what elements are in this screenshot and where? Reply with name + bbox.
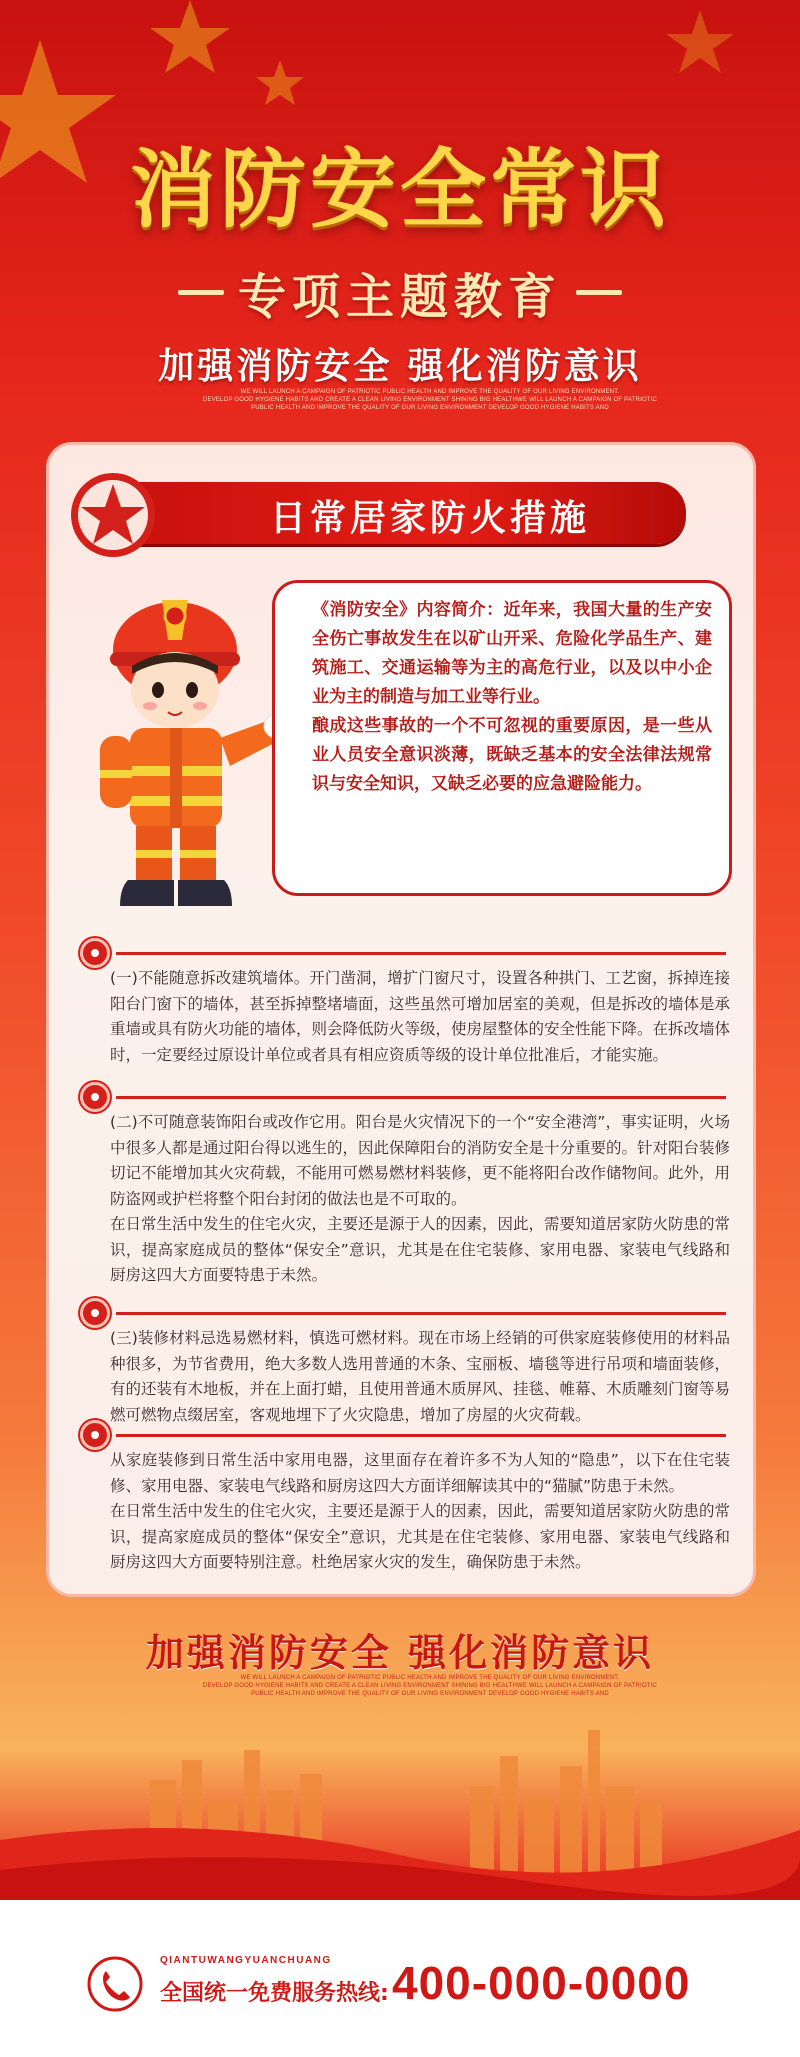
header-en-line-1: WE WILL LAUNCH A CAMPAIGN OF PATRIOTIC PUBLIC HEALTH AND IMPROVE THE QUALITY OF OUR LIVING ENVIRONMENT. bbox=[240, 389, 620, 395]
section-banner-title: 日常居家防火措施 bbox=[269, 498, 590, 539]
bullet-icon bbox=[80, 1082, 110, 1112]
bottom-en-line-2: DEVELOP GOOD HYGIENE HABITS AND CREATE A CLEAN LIVING ENVIRONMENT SHINING BIG HEALTHWE WILL LAUNCH A CAMPAIGN OF PATRIOTIC bbox=[202, 1683, 658, 1689]
header-en-line-3: PUBLIC HEALTH AND IMPROVE THE QUALITY OF OUR LIVING ENVIRONMENT DEVELOP GOOD HYGIENE HABITS AND bbox=[251, 405, 609, 411]
item-3-text: (三)装修材料忌选易燃材料，慎选可燃材料。现在市场上经销的可供家庭装修使用的材料品种很多，为节省费用，绝大多数人选用普通的木条、宝丽板、墙毯等进行吊项和墙面装修，有的还装有木地板，并在上面打蜡，且使用普通木质屏风、挂毯、帷幕、木质雕刻门窗等易燃可燃物点缀居室，客观地埋下了火灾隐患，增加了房屋的火灾荷载。 bbox=[110, 1329, 731, 1424]
phone-icon bbox=[86, 1955, 144, 2013]
subtitle-dash-right bbox=[576, 290, 622, 295]
bullet-icon bbox=[80, 1420, 110, 1450]
bottom-slogan: 加强消防安全 强化消防意识 bbox=[145, 1630, 655, 1675]
star-icon bbox=[150, 0, 230, 73]
item-4-text: 从家庭装修到日常生活中家用电器，这里面存在着许多不为人知的“隐患”，以下在住宅装修、家用电器、家装电气线路和厨房这四大方面详细解读其中的“猫腻”防患于未然。 在日常生活中发生的住宅火灾，主要还是源于人的因素，因此，需要知道居家防火防患的常识，提高家庭成员的整体“保安全”意识，尤其是在住宅装修、家用电器、家装电气线路和厨房这四大方面要特别注意。杜绝居家火灾的发生，确保防患于未然。 bbox=[110, 1451, 731, 1571]
star-icon bbox=[256, 60, 304, 105]
bottom-en-line-3: PUBLIC HEALTH AND IMPROVE THE QUALITY OF OUR LIVING ENVIRONMENT DEVELOP GOOD HYGIENE HABITS AND bbox=[251, 1691, 609, 1697]
page-title: 消防安全常识 bbox=[130, 140, 670, 240]
intro-paragraph-2: 酿成这些事故的一个不可忽视的重要原因，是一些从业人员安全意识淡薄，既缺乏基本的安全法律法规常识与安全知识，又缺乏必要的应急避险能力。 bbox=[312, 716, 712, 794]
header-en-line-2: DEVELOP GOOD HYGIENE HABITS AND CREATE A CLEAN LIVING ENVIRONMENT SHINING BIG HEALTHWE WILL LAUNCH A CAMPAIGN OF PATRIOTIC bbox=[202, 397, 658, 403]
star-icon bbox=[68, 470, 158, 560]
bullet-icon bbox=[80, 938, 110, 968]
item-1-text: (一)不能随意拆改建筑墙体。开门凿洞，增扩门窗尺寸，设置各种拱门、工艺窗，拆掉连接阳台门窗下的墙体，甚至拆掉整堵墙面，这些虽然可增加居室的美观，但是拆改的墙体是承重墙或具有防火功能的墙体，则会降低防火等级，使房屋整体的安全性能下降。在拆改墙体时，一定要经过原设计单位或者具有相应资质等级的设计单位批准后，才能实施。 bbox=[110, 969, 731, 1064]
hotline-label: 全国统一免费服务热线: bbox=[160, 1981, 389, 2006]
intro-text bbox=[312, 596, 712, 799]
intro-paragraph-1: 《消防安全》内容简介：近年来，我国大量的生产安全伤亡事故发生在以矿山开采、危险化学品生产、建筑施工、交通运输等为主的高危行业，以及以中小企业为主的制造与加工业等行业。 bbox=[312, 600, 712, 707]
bullet-icon bbox=[80, 1298, 110, 1328]
brand-name: QIANTUWANGYUANCHUANG bbox=[160, 1955, 332, 1966]
subtitle: 专项主题教育 bbox=[237, 268, 562, 325]
subtitle-dash-left bbox=[178, 290, 224, 295]
star-icon bbox=[666, 10, 734, 73]
item-2-text: (二)不可随意装饰阳台或改作它用。阳台是火灾情况下的一个“安全港湾”，事实证明，火场中很多人都是通过阳台得以逃生的，因此保障阳台的消防安全是十分重要的。针对阳台装修切记不能增加其火灾荷载，不能用可燃易燃材料装修，更不能将阳台改作储物间。此外，用防盗网或护栏将整个阳台封闭的做法也是不可取的。 在日常生活中发生的住宅火灾，主要还是源于人的因素，因此，需要知道居家防火防患的常识，提高家庭成员的整体“保安全”意识，尤其是在住宅装修、家用电器、家装电气线路和厨房这四大方面要特患于未然。 bbox=[110, 1113, 731, 1284]
bottom-en-line-1: WE WILL LAUNCH A CAMPAIGN OF PATRIOTIC PUBLIC HEALTH AND IMPROVE THE QUALITY OF OUR LIVING ENVIRONMENT. bbox=[240, 1675, 620, 1681]
city-skyline-illustration bbox=[0, 1690, 800, 1910]
subtitle-row bbox=[0, 262, 800, 325]
hotline-number[interactable]: 400-000-0000 bbox=[392, 1957, 691, 2009]
header-slogan: 加强消防安全 强化消防意识 bbox=[158, 345, 642, 387]
